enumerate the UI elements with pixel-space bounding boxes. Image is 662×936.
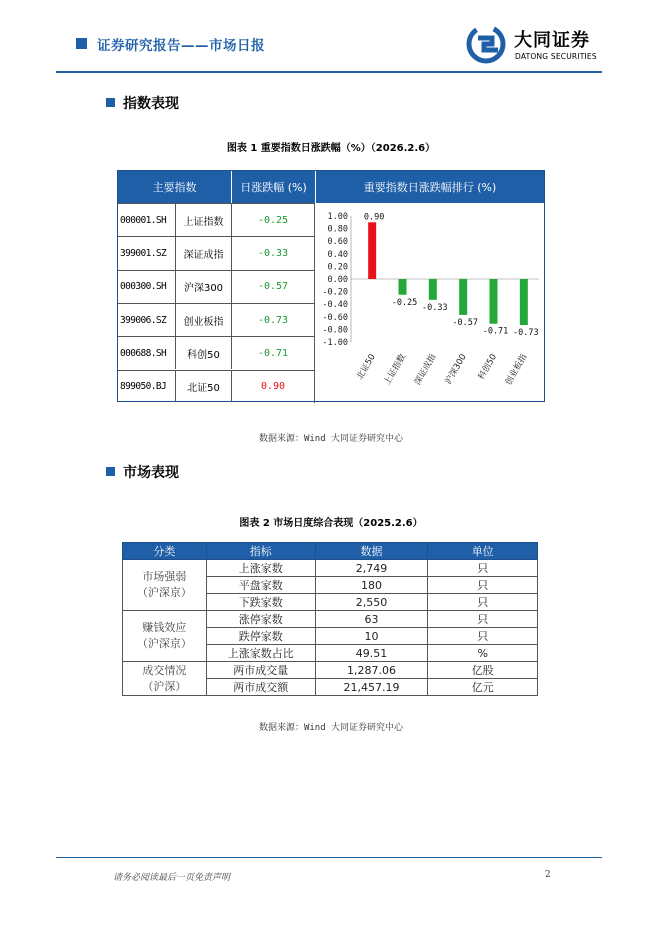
bar-value-label: -0.71 <box>482 326 509 337</box>
metric-cell: 上涨家数占比 <box>206 645 315 662</box>
index-code: 899050.BJ <box>120 380 167 392</box>
index-name: 北证50 <box>175 371 231 403</box>
table-row <box>118 303 314 336</box>
table-row <box>123 611 538 628</box>
y-tick-label: 0.80 <box>327 224 348 235</box>
metric-cell: 平盘家数 <box>206 577 315 594</box>
index-performance-table <box>117 170 545 402</box>
x-category-label: 科创50 <box>476 352 500 382</box>
y-tick-label: -0.60 <box>322 312 348 323</box>
index-change: 0.90 <box>231 371 314 403</box>
group-label: 成交情况 （沪深） <box>123 662 207 696</box>
index-name: 科创50 <box>175 337 231 369</box>
unit-cell: 只 <box>428 611 538 628</box>
x-category-label: 创业板指 <box>503 352 530 387</box>
y-tick-label: -1.00 <box>322 338 348 348</box>
section-square-icon <box>106 98 115 107</box>
x-category-label: 沪深300 <box>443 352 469 387</box>
index-name: 上证指数 <box>175 204 231 236</box>
table-row <box>118 336 314 369</box>
index-change: -0.57 <box>231 271 314 303</box>
section-title-market <box>106 462 179 482</box>
y-tick-label: -0.80 <box>322 325 348 336</box>
y-tick-label: -0.40 <box>322 300 348 311</box>
footer-disclaimer: 请务必阅读最后一页免责声明 <box>113 873 231 883</box>
chart-bar <box>429 279 437 300</box>
unit-cell: 只 <box>428 577 538 594</box>
index-code: 399001.SZ <box>120 247 167 259</box>
chart-bar <box>520 279 528 325</box>
section-title-text: 指数表现 <box>123 96 179 112</box>
logo-english-name: DATONG SECURITIES <box>515 52 597 61</box>
value-cell: 2,749 <box>315 560 428 577</box>
x-category-label: 深证成指 <box>412 352 439 387</box>
y-tick-label: 0.00 <box>327 275 348 285</box>
unit-cell: 只 <box>428 628 538 645</box>
table-row <box>118 236 314 269</box>
section-square-icon <box>106 467 115 476</box>
bar-value-label: -0.57 <box>452 317 478 328</box>
index-code: 399006.SZ <box>120 314 167 326</box>
value-cell: 2,550 <box>315 594 428 611</box>
index-name: 创业板指 <box>175 304 231 336</box>
index-code: 000300.SH <box>120 281 167 293</box>
header-category: 分类 <box>123 543 207 560</box>
market-summary-table <box>122 542 538 696</box>
table-row <box>123 662 538 679</box>
table-header-index: 主要指数 <box>118 171 231 203</box>
unit-cell: % <box>428 645 538 662</box>
index-code: 000688.SH <box>120 347 167 359</box>
section-title-index <box>106 93 179 113</box>
index-change: -0.25 <box>231 204 314 236</box>
header-value: 数据 <box>315 543 428 560</box>
value-cell: 180 <box>315 577 428 594</box>
value-cell: 10 <box>315 628 428 645</box>
bar-value-label: -0.73 <box>513 327 539 338</box>
footer-divider <box>56 857 602 858</box>
header-metric: 指标 <box>206 543 315 560</box>
index-change: -0.71 <box>231 337 314 369</box>
company-logo <box>466 24 616 66</box>
unit-cell: 亿股 <box>428 662 538 679</box>
bar-value-label: -0.33 <box>422 302 448 313</box>
table-row <box>118 203 314 236</box>
unit-cell: 亿元 <box>428 679 538 696</box>
metric-cell: 上涨家数 <box>206 560 315 577</box>
metric-cell: 跌停家数 <box>206 628 315 645</box>
value-cell: 21,457.19 <box>315 679 428 696</box>
table-row <box>118 270 314 303</box>
metric-cell: 涨停家数 <box>206 611 315 628</box>
y-tick-label: 0.20 <box>327 262 348 273</box>
index-change: -0.33 <box>231 237 314 269</box>
page-number: 2 <box>545 870 551 880</box>
datong-logo-icon <box>466 24 510 64</box>
figure1-caption: 图表 1 重要指数日涨跌幅（%）（2026.2.6） <box>226 143 436 154</box>
unit-cell: 只 <box>428 560 538 577</box>
chart-bar <box>368 222 376 279</box>
y-tick-label: 0.60 <box>327 237 348 248</box>
header-square-icon <box>76 38 87 49</box>
value-cell: 1,287.06 <box>315 662 428 679</box>
figure1-source: 数据来源：Wind 大同证券研究中心 <box>258 434 404 444</box>
metric-cell: 下跌家数 <box>206 594 315 611</box>
bar-value-label: 0.90 <box>363 212 385 223</box>
index-change-bar-chart <box>317 204 545 402</box>
x-category-label: 上证指数 <box>382 352 409 387</box>
table-header-change: 日涨跌幅 (%) <box>231 171 315 203</box>
bar-value-label: -0.25 <box>391 297 418 308</box>
unit-cell: 只 <box>428 594 538 611</box>
chart-bar <box>399 279 407 295</box>
report-title: 证券研究报告——市场日报 <box>97 38 265 54</box>
chart-bar <box>490 279 498 324</box>
section-title-text: 市场表现 <box>123 465 179 481</box>
group-label: 赚钱效应 （沪深京） <box>123 611 207 662</box>
y-tick-label: 1.00 <box>327 212 348 222</box>
table-row <box>123 560 538 577</box>
group-label: 市场强弱 （沪深京） <box>123 560 207 611</box>
table-divider <box>314 203 315 403</box>
value-cell: 63 <box>315 611 428 628</box>
figure2-source: 数据来源：Wind 大同证券研究中心 <box>258 723 404 733</box>
logo-chinese-name: 大同证券 <box>514 30 590 51</box>
value-cell: 49.51 <box>315 645 428 662</box>
x-category-label: 北证50 <box>355 352 378 382</box>
table-header-row <box>123 543 538 560</box>
metric-cell: 两市成交额 <box>206 679 315 696</box>
index-change: -0.73 <box>231 304 314 336</box>
table-header-ranking: 重要指数日涨跌幅排行 (%) <box>315 171 544 203</box>
chart-bar <box>459 279 467 315</box>
header-unit: 单位 <box>428 543 538 560</box>
index-name: 深证成指 <box>175 237 231 269</box>
table-row <box>118 370 314 403</box>
figure2-caption: 图表 2 市场日度综合表现（2025.2.6） <box>239 518 423 529</box>
index-name: 沪深300 <box>175 271 231 303</box>
index-code: 000001.SH <box>120 214 167 226</box>
y-tick-label: 0.40 <box>327 249 348 260</box>
y-tick-label: -0.20 <box>322 287 348 298</box>
header-divider <box>56 71 602 73</box>
metric-cell: 两市成交量 <box>206 662 315 679</box>
